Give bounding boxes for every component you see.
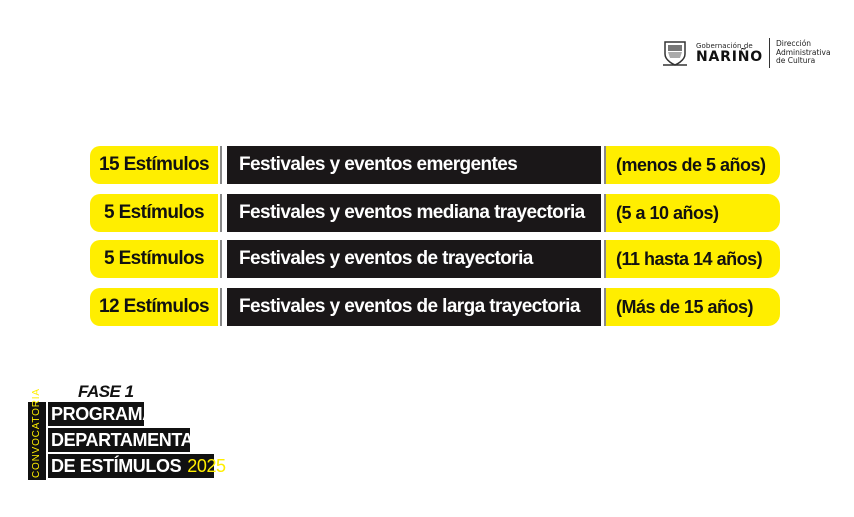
- program-logo: [28, 382, 226, 482]
- convocatoria-label: CONVOCATORIA: [31, 388, 42, 478]
- stimulus-range: (menos de 5 años): [606, 146, 780, 184]
- stimulus-count: 15 Estímulos: [90, 146, 218, 184]
- stimulus-category: Festivales y eventos emergentes: [227, 146, 601, 184]
- stimulus-count: 12 Estímulos: [90, 288, 218, 326]
- stimulus-row: [90, 288, 780, 326]
- coat-of-arms-icon: [660, 38, 690, 68]
- department-name: Dirección Administrativa de Cultura: [775, 39, 831, 66]
- row-separator: [220, 194, 222, 232]
- stimulus-row: [90, 146, 780, 184]
- stimulus-row: [90, 194, 780, 232]
- program-line-1: PROGRAMA: [48, 402, 144, 426]
- program-line-2: DEPARTAMENTAL: [48, 428, 190, 452]
- program-year: 2025: [187, 456, 226, 476]
- row-separator: [220, 146, 222, 184]
- stimulus-count: 5 Estímulos: [90, 240, 218, 278]
- row-separator: [220, 240, 222, 278]
- logo-big-text: NARIÑO: [696, 48, 763, 65]
- program-line-3: DE ESTÍMULOS 2025: [48, 454, 214, 478]
- convocatoria-bar: [28, 388, 46, 480]
- gobernacion-logo: [660, 36, 831, 70]
- row-separator: [220, 288, 222, 326]
- stimulus-category: Festivales y eventos de larga trayectoria: [227, 288, 601, 326]
- stimulus-range: (11 hasta 14 años): [606, 240, 780, 278]
- phase-label: FASE 1: [78, 382, 134, 401]
- logo-divider: [769, 38, 770, 68]
- stimulus-range: (5 a 10 años): [606, 194, 780, 232]
- stimulus-range: (Más de 15 años): [606, 288, 780, 326]
- logo-small-text: Gobernación de: [696, 41, 753, 50]
- stimulus-category: Festivales y eventos mediana trayectoria: [227, 194, 601, 232]
- stimulus-category: Festivales y eventos de trayectoria: [227, 240, 601, 278]
- stimulus-count: 5 Estímulos: [90, 194, 218, 232]
- stimulus-row: [90, 240, 780, 278]
